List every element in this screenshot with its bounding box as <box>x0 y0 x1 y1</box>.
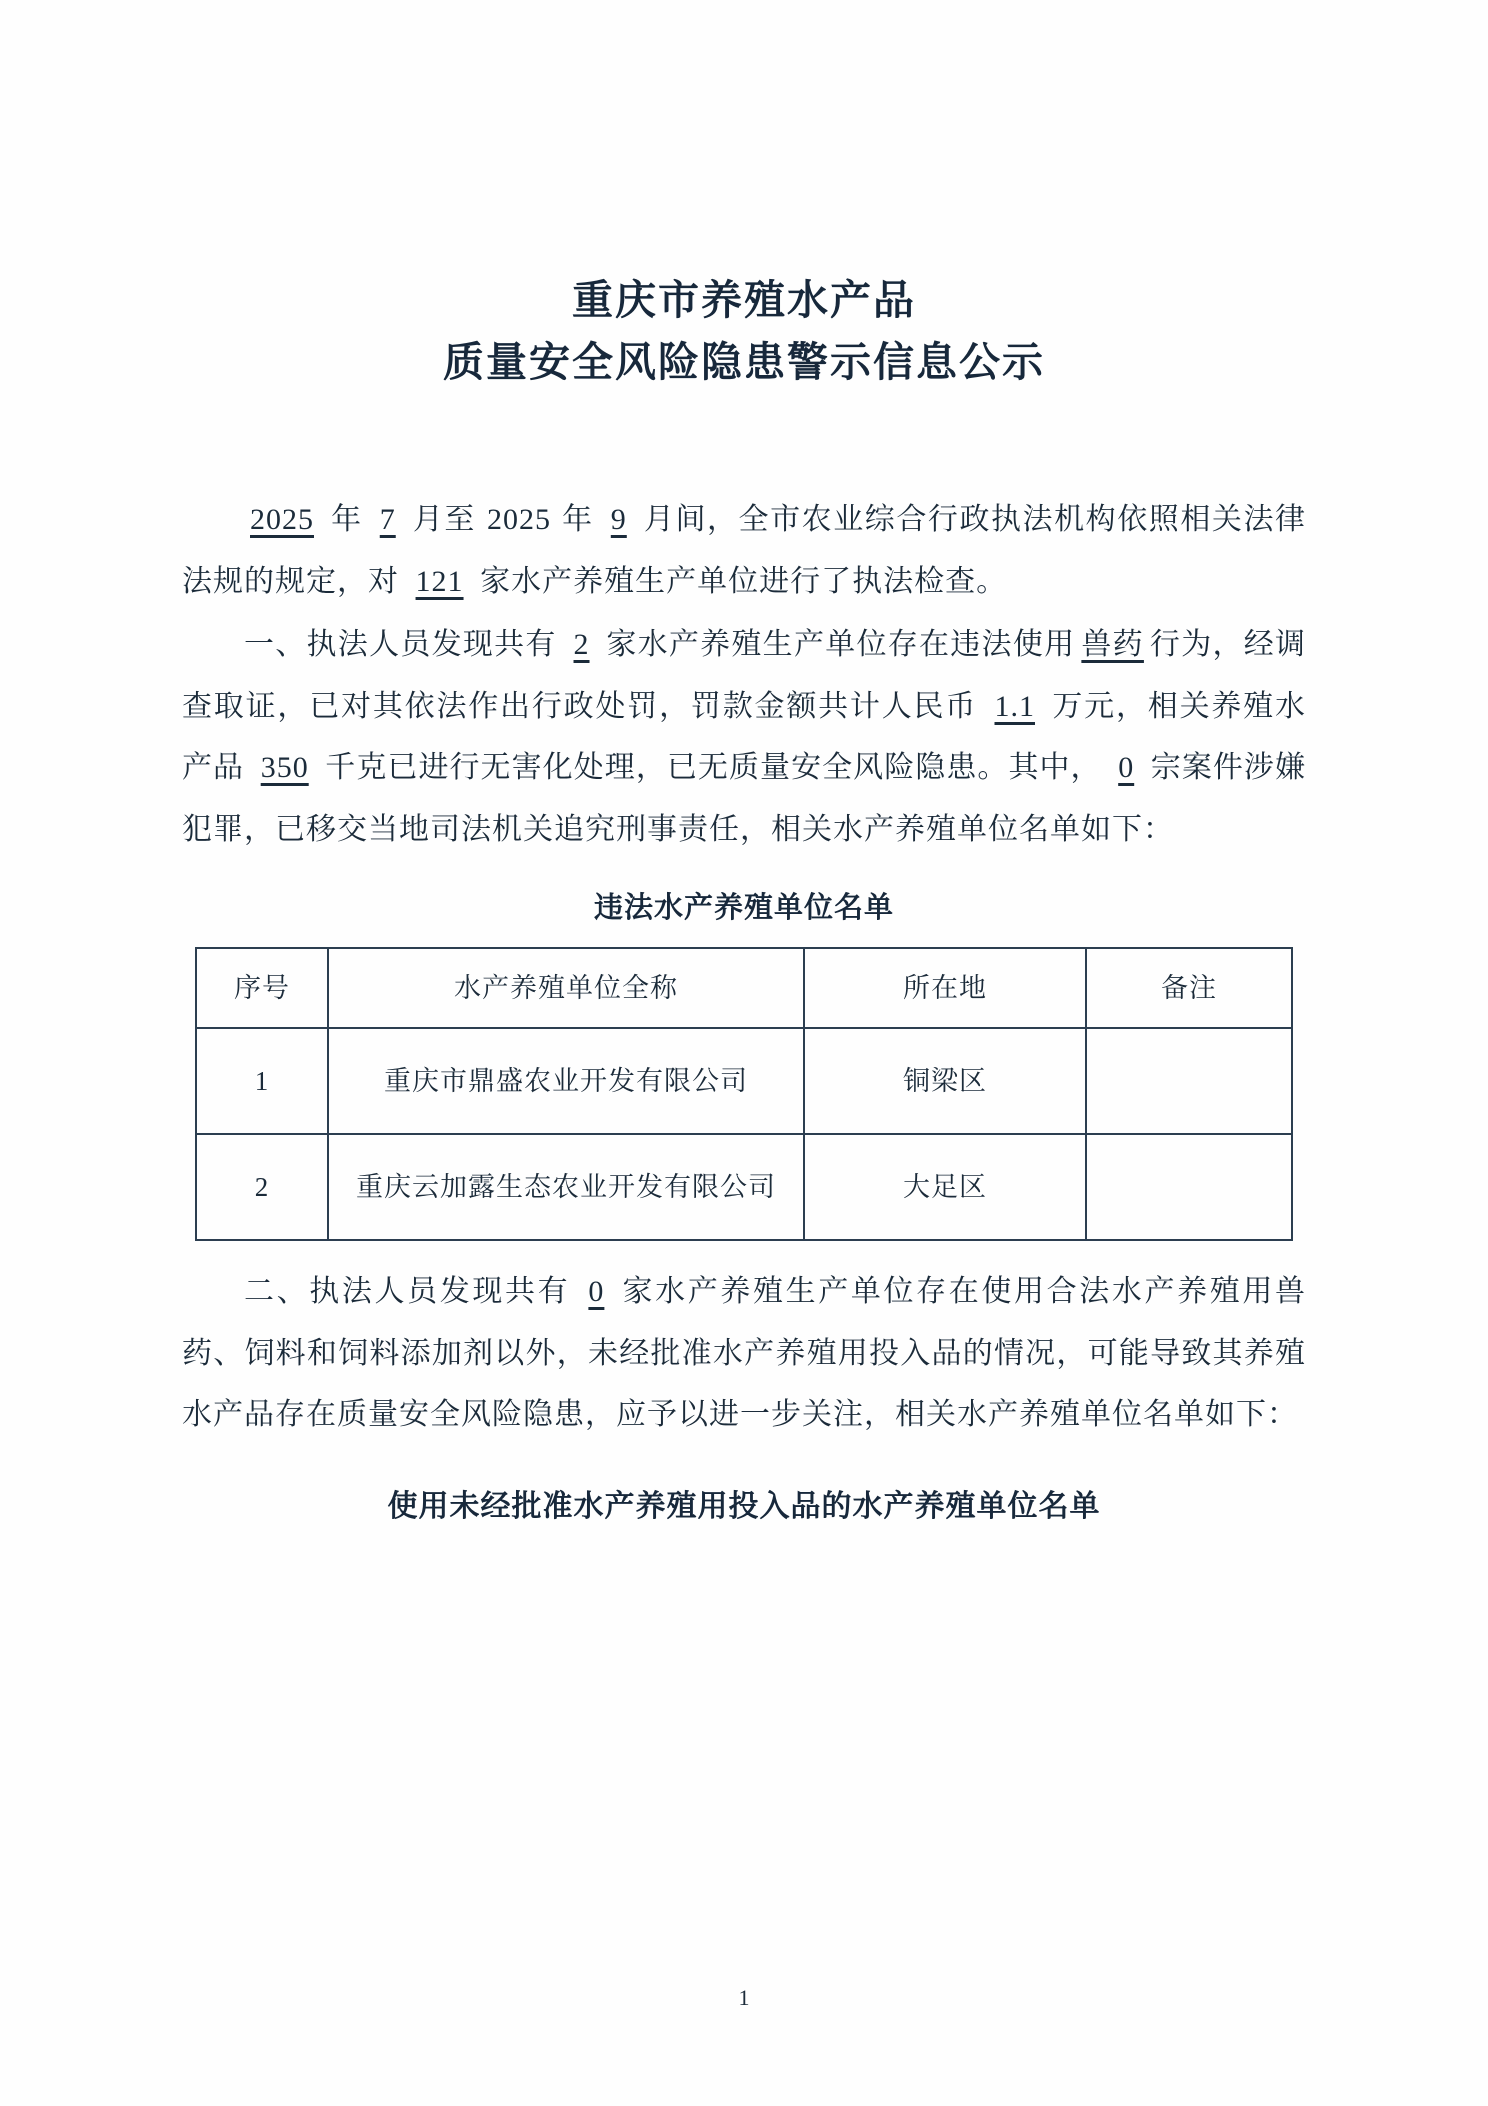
intro-paragraph <box>182 489 1306 612</box>
document-body <box>182 489 1306 1537</box>
table-header-row <box>196 948 1292 1028</box>
title-line-2: 质量安全风险隐患警示信息公示 <box>443 337 1045 386</box>
row-unit-name: 重庆市鼎盛农业开发有限公司 <box>328 1028 804 1134</box>
row-location: 大足区 <box>804 1134 1086 1240</box>
section-one-text-5: 宗案件涉嫌犯罪，已移交当地司法机关追究刑事责任，相关水产养殖单位名单如下： <box>182 750 1306 847</box>
intro-year-end: 2025 <box>487 503 552 536</box>
section-two-paragraph <box>182 1261 1306 1446</box>
section-two-lead: 二、执法人员发现共有 <box>244 1274 583 1310</box>
section-one-text-3: 万元，相关养殖水产品 <box>182 688 1306 785</box>
fine-amount: 1.1 <box>994 689 1035 723</box>
table-row <box>196 1134 1292 1240</box>
intro-text-2: 月至 <box>401 502 488 537</box>
product-weight: 350 <box>260 751 309 784</box>
row-note <box>1086 1134 1292 1240</box>
row-index: 1 <box>196 1028 328 1134</box>
page-number: 1 <box>738 1985 750 2010</box>
table-header-location: 所在地 <box>804 948 1086 1028</box>
table-one-caption: 违法水产养殖单位名单 <box>593 890 894 924</box>
intro-month-start: 7 <box>379 503 396 536</box>
row-note <box>1086 1028 1292 1134</box>
intro-text-5: 家水产养殖生产单位进行了执法检查。 <box>469 563 1008 599</box>
violation-units-table <box>195 947 1293 1241</box>
unapproved-input-unit-count: 0 <box>588 1275 605 1309</box>
table-header-note: 备注 <box>1086 948 1292 1028</box>
intro-text-4: 月间，全市农业综合行政执法机构依照相关法律法规的规定，对 <box>182 502 1306 599</box>
intro-text-3: 年 <box>551 502 605 537</box>
intro-text-1: 年 <box>320 502 374 537</box>
table-row <box>196 1028 1292 1134</box>
section-one-text-4: 千克已进行无害化处理，已无质量安全风险隐患。其中， <box>314 750 1113 785</box>
row-index: 2 <box>196 1134 328 1240</box>
veterinary-drug-term: 兽药 <box>1081 627 1144 662</box>
intro-month-end: 9 <box>610 503 627 536</box>
criminal-case-count: 0 <box>1118 751 1135 784</box>
intro-year-start: 2025 <box>250 503 314 536</box>
violation-unit-count: 2 <box>573 628 590 661</box>
table-header-index: 序号 <box>196 948 328 1028</box>
title-line-1: 重庆市养殖水产品 <box>572 276 916 324</box>
row-location: 铜梁区 <box>804 1028 1086 1134</box>
inspected-unit-count: 121 <box>415 564 464 598</box>
section-one-lead: 一、执法人员发现共有 <box>244 627 568 662</box>
section-one-text-2: 行为，经调查取证，已对其依法作出行政处罚，罚款金额共计人民币 <box>182 627 1307 724</box>
table-header-unit-name: 水产养殖单位全称 <box>328 948 804 1028</box>
row-unit-name: 重庆云加露生态农业开发有限公司 <box>328 1134 804 1240</box>
section-one-paragraph <box>182 614 1306 860</box>
document-content <box>182 270 1306 1537</box>
page-title <box>182 270 1306 393</box>
section-two-text-1: 家水产养殖生产单位存在使用合法水产养殖用兽药、饲料和饲料添加剂以外，未经批准水产养殖用投入品的情况，可能导致其养殖水产品存在质量安全风险隐患，应予以进一步关注，相关水产养殖单位名单如下： <box>182 1274 1306 1433</box>
table-two-caption: 使用未经批准水产养殖用投入品的水产养殖单位名单 <box>387 1488 1101 1524</box>
section-one-text-1: 家水产养殖生产单位存在违法使用 <box>595 627 1076 662</box>
